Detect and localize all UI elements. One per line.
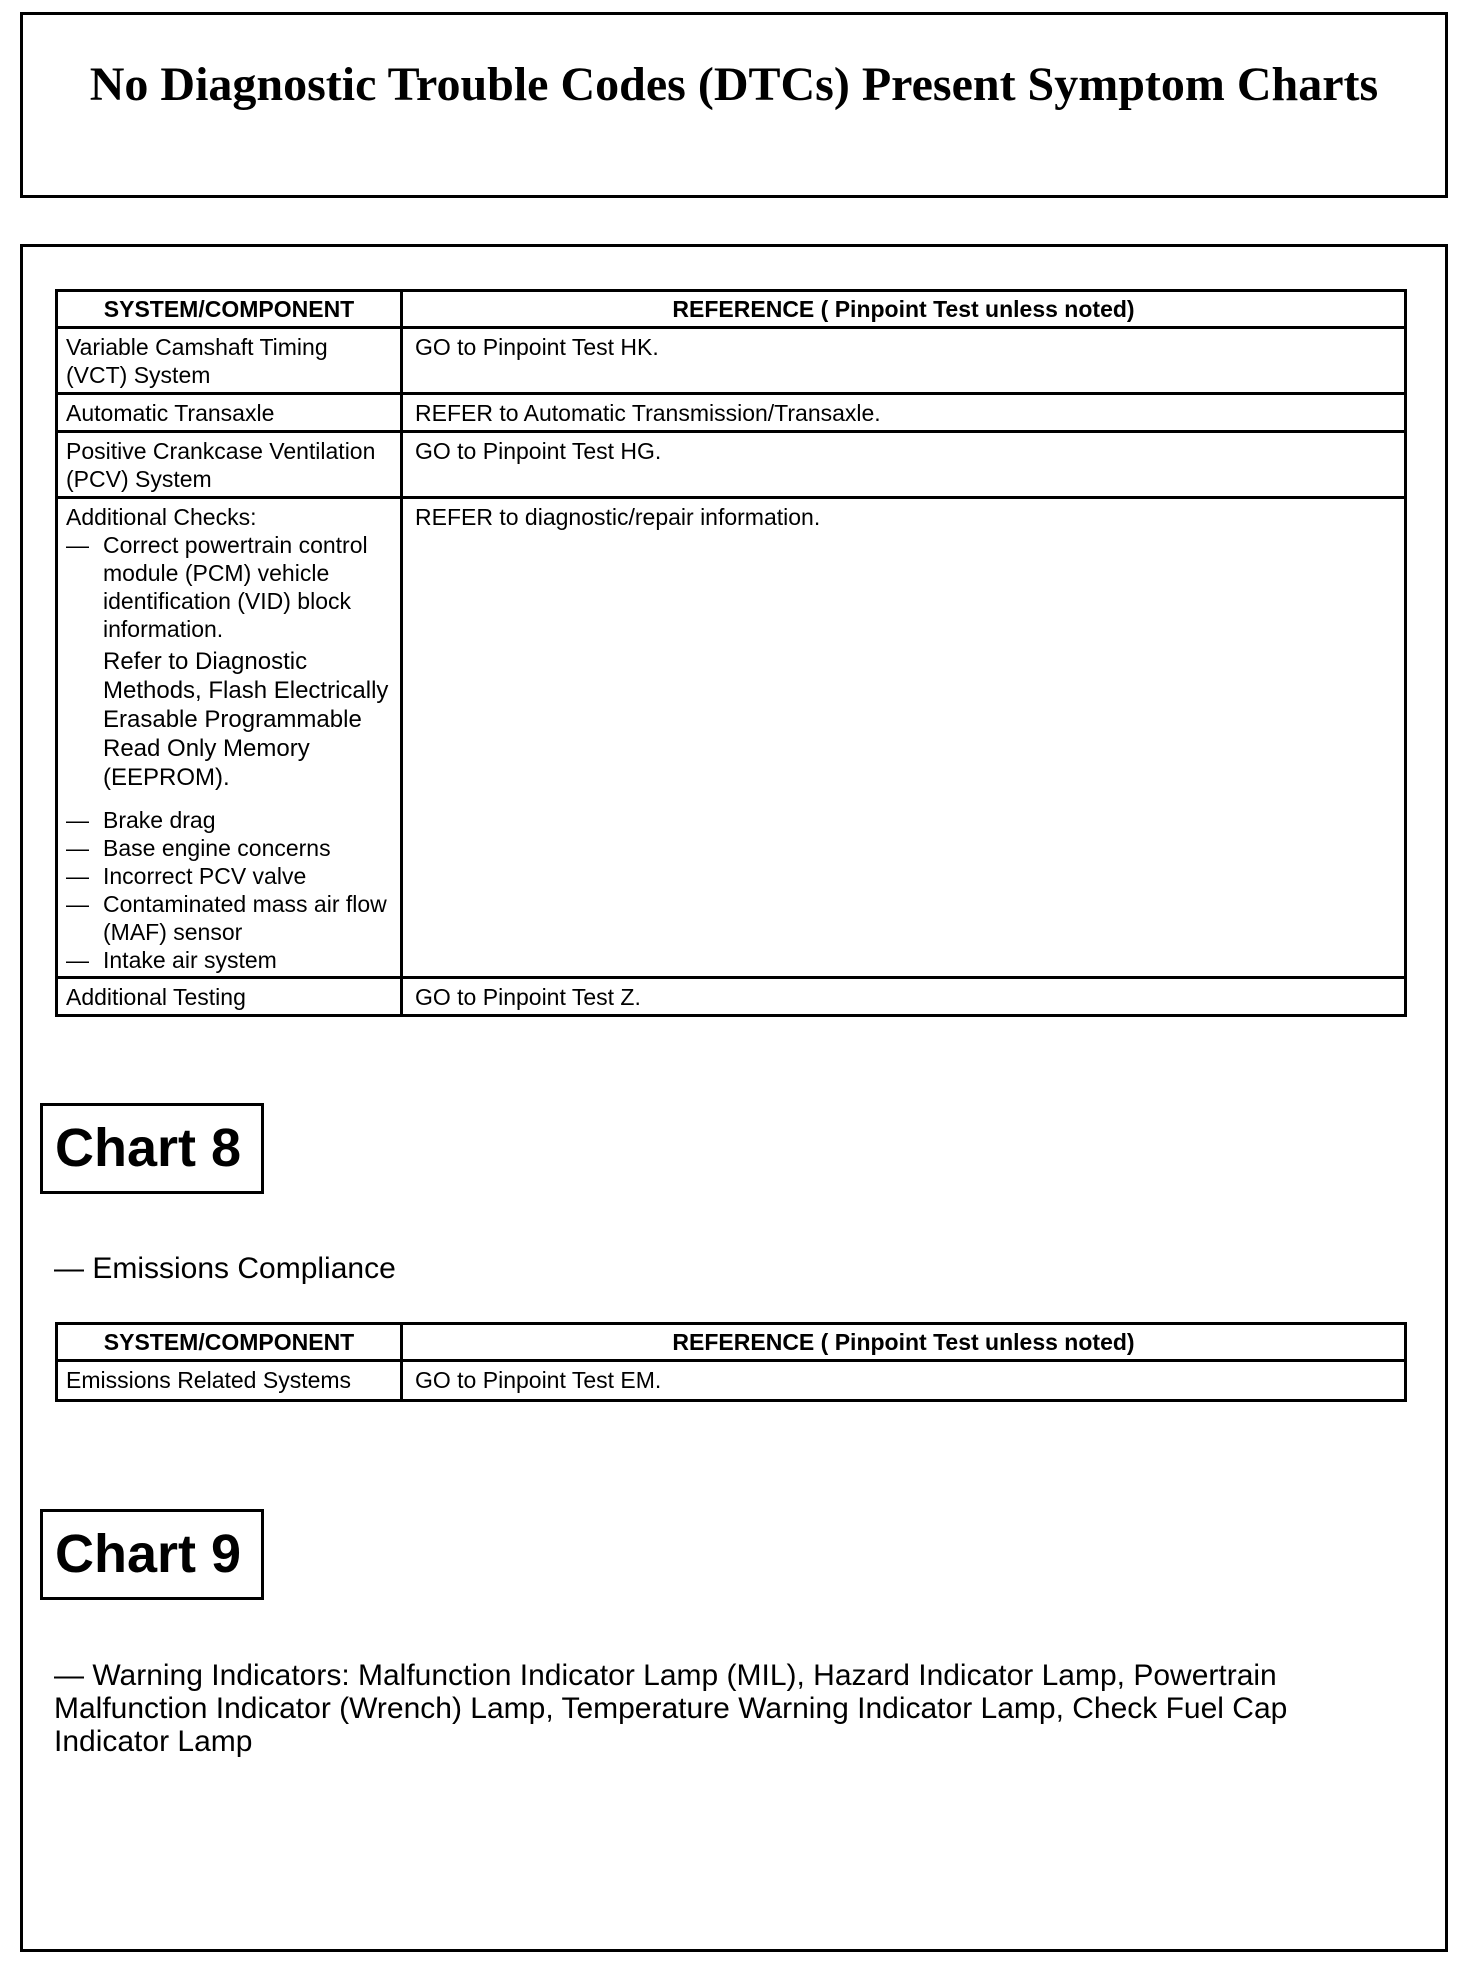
reference-cell: REFER to diagnostic/repair information. [402,498,1406,978]
check-item [66,806,392,834]
header-reference: REFERENCE ( Pinpoint Test unless noted) [402,1324,1406,1361]
system-cell: Positive Crankcase Ventilation (PCV) System [57,432,402,498]
check-item-text: Incorrect PCV valve [103,863,307,889]
header-reference: REFERENCE ( Pinpoint Test unless noted) [402,291,1406,328]
chart-8-label: Chart 8 [40,1103,264,1194]
table-row [57,328,1406,394]
additional-checks-heading: Additional Checks: [66,504,257,530]
check-item [66,531,392,643]
system-cell: Additional Testing [57,978,402,1016]
check-item-text: Contaminated mass air flow (MAF) sensor [103,891,387,945]
reference-cell: GO to Pinpoint Test Z. [402,978,1406,1016]
reference-cell: REFER to Automatic Transmission/Transaxle. [402,394,1406,432]
chart-9-description: — Warning Indicators: Malfunction Indicator Lamp (MIL), Hazard Indicator Lamp, Powertrain Malfunction Indicator (Wrench) Lamp, Temperature Warning Indicator Lamp, Check Fuel Cap Indicator Lamp [54,1659,1288,1758]
emissions-reference-table [55,1322,1407,1402]
reference-cell: GO to Pinpoint Test HK. [402,328,1406,394]
check-item [66,834,392,862]
check-item [66,890,392,946]
dash-marker: — [66,891,89,917]
check-item [66,946,392,974]
table-row [57,978,1406,1016]
dash-marker: — [66,863,89,889]
check-item-text: Intake air system [103,947,277,973]
table-row [57,432,1406,498]
page-title: No Diagnostic Trouble Codes (DTCs) Present Symptom Charts [89,58,1379,111]
check-item [66,862,392,890]
title-box [20,12,1448,198]
table-row [57,1361,1406,1401]
dash-marker: — [66,532,89,558]
table-header-row [57,291,1406,328]
dash-marker: — [66,947,89,973]
header-system-component: SYSTEM/COMPONENT [57,1324,402,1361]
check-item-text: Base engine concerns [103,835,331,861]
check-item-text: Brake drag [103,807,216,833]
additional-checks-cell [57,498,402,978]
symptom-reference-table [55,289,1407,1017]
table-row [57,498,1406,978]
system-cell: Automatic Transaxle [57,394,402,432]
system-cell: Variable Camshaft Timing (VCT) System [57,328,402,394]
reference-cell: GO to Pinpoint Test HG. [402,432,1406,498]
chart-8-description: — Emissions Compliance [54,1252,396,1285]
check-item-text: Correct powertrain control module (PCM) vehicle identification (VID) block information. [103,532,368,642]
reference-cell: GO to Pinpoint Test EM. [402,1361,1406,1401]
dash-marker: — [66,807,89,833]
header-system-component: SYSTEM/COMPONENT [57,291,402,328]
dash-marker: — [66,835,89,861]
system-cell: Emissions Related Systems [57,1361,402,1401]
table-row [57,394,1406,432]
chart-9-label: Chart 9 [40,1509,264,1600]
eeprom-note: Refer to Diagnostic Methods, Flash Electrically Erasable Programmable Read Only Memory (EEPROM). [103,648,389,791]
table-header-row [57,1324,1406,1361]
